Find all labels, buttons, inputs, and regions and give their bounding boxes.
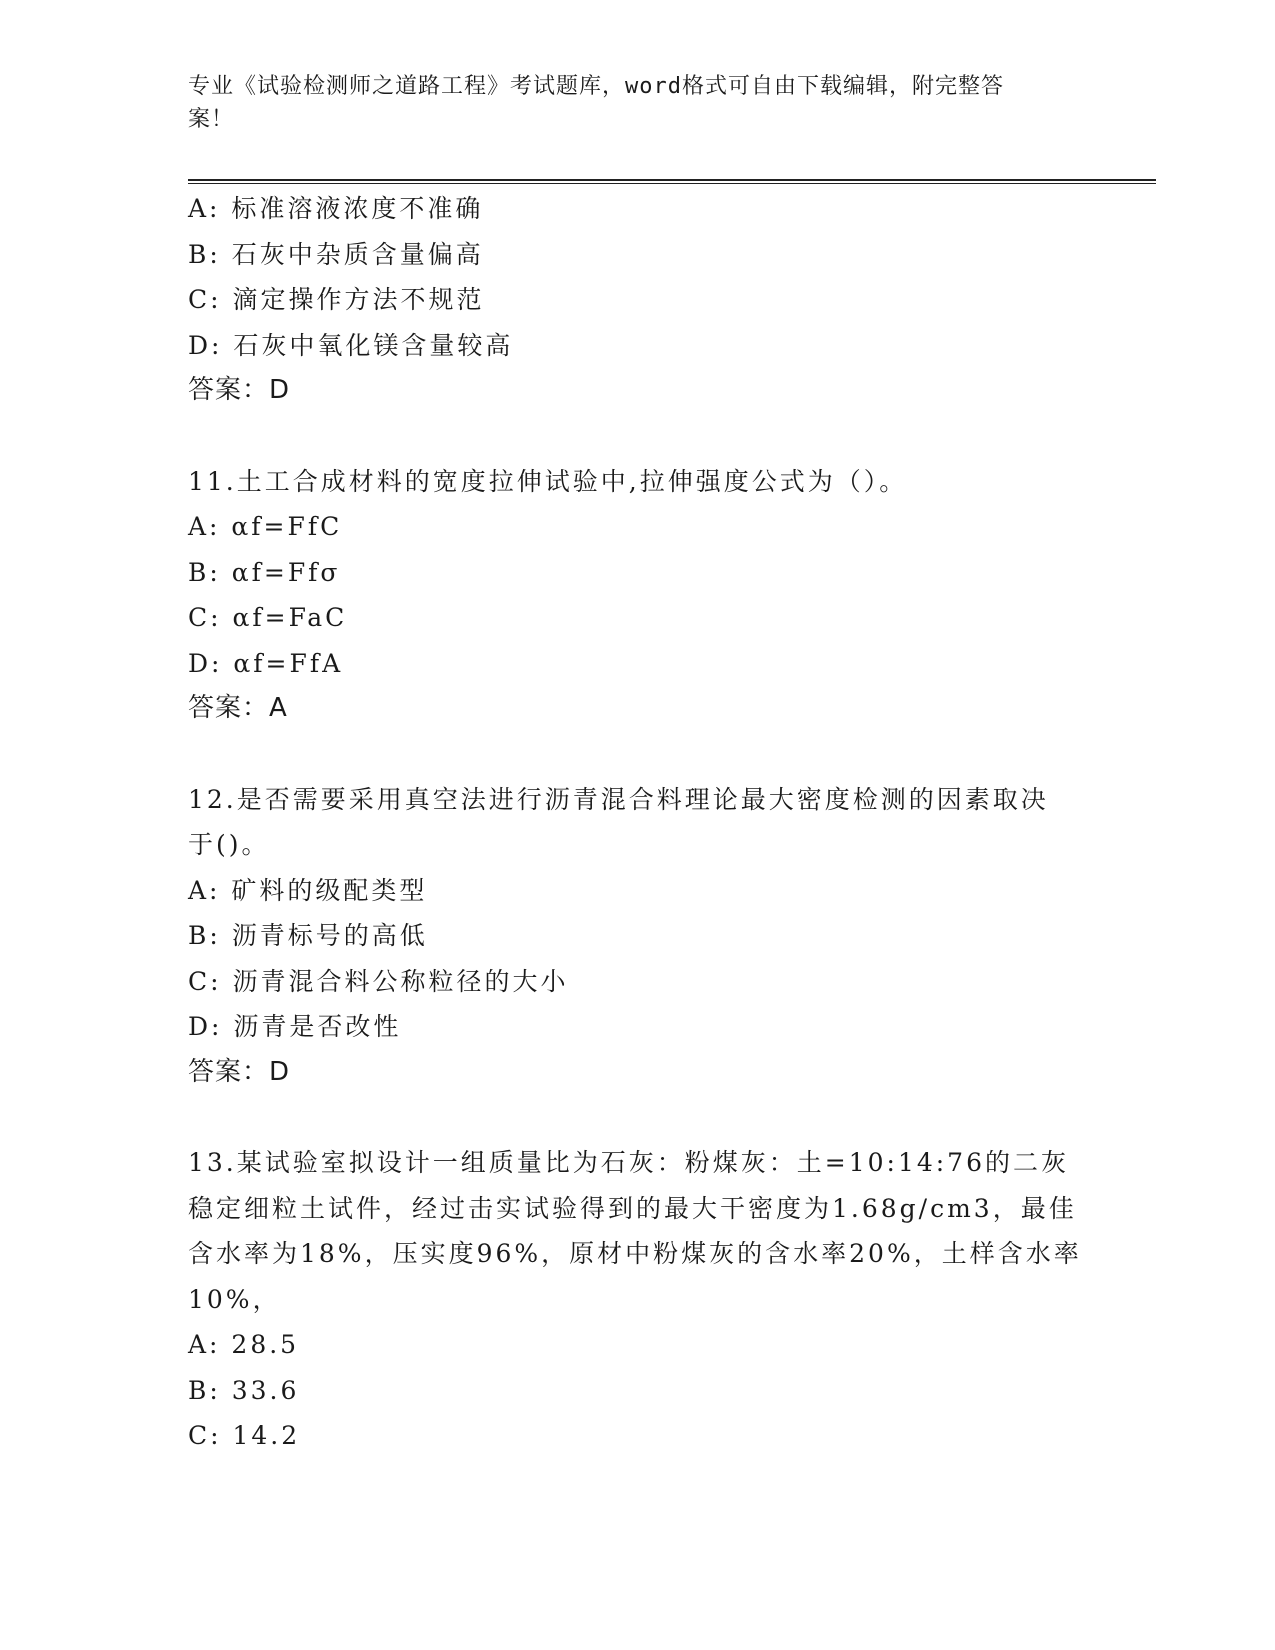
header-line-1: 专业《试验检测师之道路工程》考试题库，word格式可自由下载编辑，附完整答 (188, 74, 1004, 99)
header-divider-inner (188, 183, 1156, 184)
option-a: A: 矿料的级配类型 (188, 875, 428, 905)
question-text-line-4: 10%， (188, 1284, 281, 1314)
question-text-line-1: 12.是否需要采用真空法进行沥青混合料理论最大密度检测的因素取决 (188, 784, 1049, 814)
question-text: 11.土工合成材料的宽度拉伸试验中,拉伸强度公式为（）。 (188, 466, 908, 496)
option-c: C: 14.2 (188, 1421, 301, 1450)
spacer (188, 1095, 1088, 1140)
spacer (188, 414, 1088, 459)
option-d: D: 沥青是否改性 (188, 1012, 402, 1041)
document-header (188, 70, 1088, 136)
question-13-block (188, 1140, 1088, 1459)
spacer (188, 732, 1088, 777)
question-12-block (188, 777, 1088, 1096)
question-text-line-2: 稳定细粒土试件，经过击实试验得到的最大干密度为1.68g/cm3，最佳 (188, 1193, 1077, 1223)
option-a: A: 标准溶液浓度不准确 (188, 194, 484, 223)
option-b: B: 33.6 (188, 1375, 300, 1405)
question-11-block (188, 459, 1088, 732)
document-page (188, 70, 1088, 1459)
option-b: B: αf=Ffσ (188, 557, 341, 587)
option-d: D: αf=FfA (188, 648, 344, 678)
question-text-line-3: 含水率为18%，压实度96%，原材中粉煤灰的含水率20%，土样含水率 (188, 1239, 1082, 1268)
answer-line: 答案：D (188, 1056, 291, 1087)
answer-line: 答案：D (188, 375, 291, 405)
option-c: C: 沥青混合料公称粒径的大小 (188, 966, 569, 996)
option-d: D: 石灰中氧化镁含量较高 (188, 330, 514, 360)
answer-line: 答案：A (188, 693, 288, 723)
header-line-2: 案！ (188, 107, 235, 132)
option-a: A: αf=FfC (188, 512, 343, 541)
option-c: C: 滴定操作方法不规范 (188, 285, 485, 314)
option-b: B: 石灰中杂质含量偏高 (188, 239, 484, 269)
header-divider (188, 179, 1156, 184)
question-text-line-1: 13.某试验室拟设计一组质量比为石灰：粉煤灰：土=10:14:76的二灰 (188, 1148, 1069, 1177)
option-b: B: 沥青标号的高低 (188, 921, 428, 950)
question-text-line-2: 于()。 (188, 830, 270, 859)
option-a: A: 28.5 (188, 1330, 300, 1359)
option-c: C: αf=FaC (188, 603, 348, 632)
question-10-block (188, 186, 1088, 414)
